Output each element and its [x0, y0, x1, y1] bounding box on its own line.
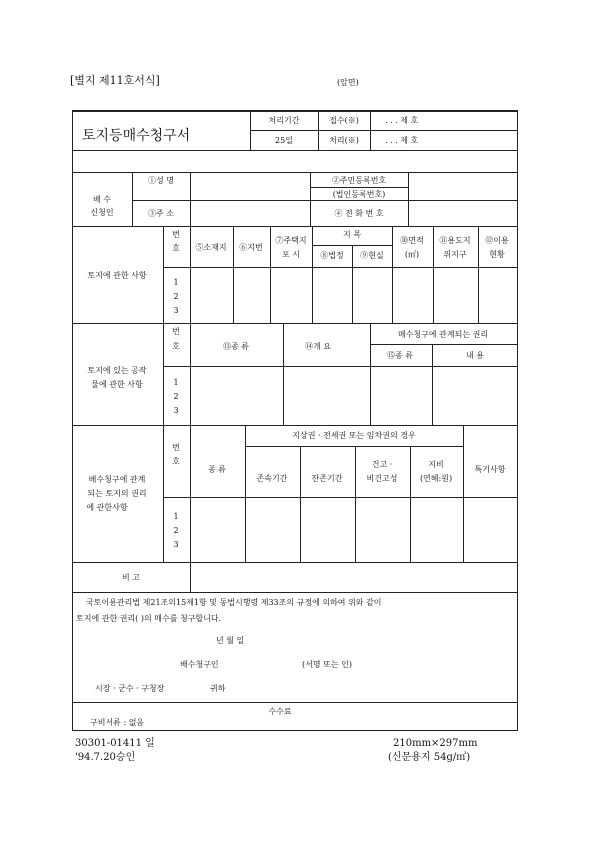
applicant-label-line1: 배 수: [93, 195, 111, 204]
claimant-label: 배수청구인: [180, 660, 219, 669]
structures-label-line2: 물에 관한 사항: [91, 380, 143, 389]
structures-no-line1: 번: [172, 327, 180, 336]
declaration-line2: 토지에 관한 권리( )의 매수를 청구합니다.: [76, 614, 222, 623]
land-zone-line1: ⑪용도지: [439, 236, 471, 245]
rights-no-line2: 호: [172, 457, 180, 466]
phone-label: ④ 전 화 번 호: [334, 209, 384, 218]
land-house-line1: ⑦주택지: [275, 236, 307, 245]
fee-label: 수수료: [268, 707, 292, 716]
special-header: 특기사항: [474, 465, 506, 474]
remarks-field[interactable]: [191, 563, 516, 591]
structures-rows-area[interactable]: [191, 367, 516, 424]
structures-no-line2: 호: [172, 342, 180, 351]
paper-type: (신문용지 54g/㎡): [388, 752, 471, 763]
required-docs: 구비서류 : 없음: [90, 718, 145, 727]
land-house-line2: 포 시: [282, 250, 300, 259]
building-line1: 건고 ·: [371, 460, 393, 469]
land-no-line2: 호: [172, 244, 180, 253]
process-label: 처리(※): [329, 136, 359, 145]
land-zone-line2: 위지구: [443, 250, 467, 259]
form-title: 토지등매수청구서: [82, 128, 191, 144]
rights-rows-area[interactable]: [191, 498, 516, 561]
land-area-line1: ⑩면적: [400, 236, 424, 245]
duration-header: 존속기간: [256, 474, 288, 483]
reg-label-line2: (법인등록번호): [332, 190, 386, 199]
remarks-label: 비 고: [122, 573, 140, 582]
structures-row-number: 3: [173, 406, 179, 415]
reg-number-field[interactable]: [409, 173, 516, 199]
name-label: ①성 명: [148, 176, 174, 185]
rights-row-number: 1: [173, 512, 179, 521]
land-row-number: 1: [173, 278, 179, 287]
rights-content-header: 내 용: [466, 351, 484, 360]
structures-outline-header: ⑭개 요: [305, 342, 331, 351]
phone-field[interactable]: [409, 201, 516, 225]
land-actual-header: ⑨현실: [360, 251, 384, 260]
structures-kind-header: ⑬종 류: [223, 342, 249, 351]
name-field[interactable]: [191, 173, 309, 199]
rights-kind-header: ⑮종 류: [387, 351, 413, 360]
process-value[interactable]: . . . 제 호: [385, 136, 419, 145]
declaration-date[interactable]: 년 월 일: [216, 636, 245, 645]
land-area-line2: (㎡): [404, 250, 420, 259]
land-use-line1: ⑫이용: [485, 236, 509, 245]
receipt-label: 접수(※): [329, 116, 359, 125]
land-lot-header: ⑥지번: [239, 243, 263, 252]
receipt-value[interactable]: . . . 제 호: [385, 116, 419, 125]
addressee: 시장 · 군수 · 구청장: [95, 684, 165, 693]
rights-label-line1: 배수청구에 관계: [88, 475, 146, 484]
lease-header: 지상권 · 전세권 또는 임차권의 경우: [292, 431, 416, 440]
address-field[interactable]: [191, 201, 309, 225]
approval-date: '94.7.20승인: [75, 752, 136, 763]
rights-related-header: 매수청구에 관계되는 권리: [397, 330, 489, 339]
structures-row-number: 2: [173, 392, 179, 401]
period-label: 처리기간: [268, 116, 300, 125]
form-code: 30301-01411 일: [75, 738, 155, 749]
rights-kind-col: 종 류: [208, 465, 226, 474]
land-category-header: 지 목: [343, 230, 361, 239]
land-row-number: 3: [173, 306, 179, 315]
rent-line2: (연혜:원): [419, 474, 453, 483]
rent-line1: 지비: [428, 460, 444, 469]
reg-label-line1: ②주민등록번호: [331, 176, 387, 185]
honorific: 귀하: [210, 684, 226, 693]
rights-label-line3: 에 관한사항: [86, 503, 128, 512]
applicant-label-line2: 신청인: [90, 208, 114, 217]
declaration-line1: 국토이용관리법 제21조의15제1항 및 동법시행령 제33조의 규정에 의하여 위와 같이: [86, 598, 382, 607]
paper-size: 210mm×297mm: [393, 738, 478, 749]
rights-no-line1: 번: [172, 443, 180, 452]
land-section-label: 토지에 관한 사항: [87, 271, 147, 280]
remaining-header: 잔존기간: [311, 474, 343, 483]
period-value: 25일: [275, 136, 293, 145]
rights-row-number: 2: [173, 526, 179, 535]
land-use-line2: 현황: [489, 250, 505, 259]
rights-label-line2: 되는 토지의 권리: [87, 489, 147, 498]
land-no-line1: 번: [172, 230, 180, 239]
land-row-number: 2: [173, 292, 179, 301]
form-id: [별지 제11호서식]: [70, 74, 160, 87]
building-line2: 비건고성: [366, 474, 398, 483]
structures-row-number: 1: [173, 378, 179, 387]
signature-label[interactable]: (서명 또는 인): [302, 660, 352, 669]
land-rows-area[interactable]: [191, 268, 516, 322]
address-label: ③주 소: [148, 209, 174, 218]
land-owner-header: ⑤소재지: [195, 243, 227, 252]
page-side: (앞면): [337, 78, 359, 87]
rights-row-number: 3: [173, 540, 179, 549]
land-legal-header: ⑧법정: [320, 251, 344, 260]
structures-label-line1: 토지에 있는 공작: [87, 366, 147, 375]
